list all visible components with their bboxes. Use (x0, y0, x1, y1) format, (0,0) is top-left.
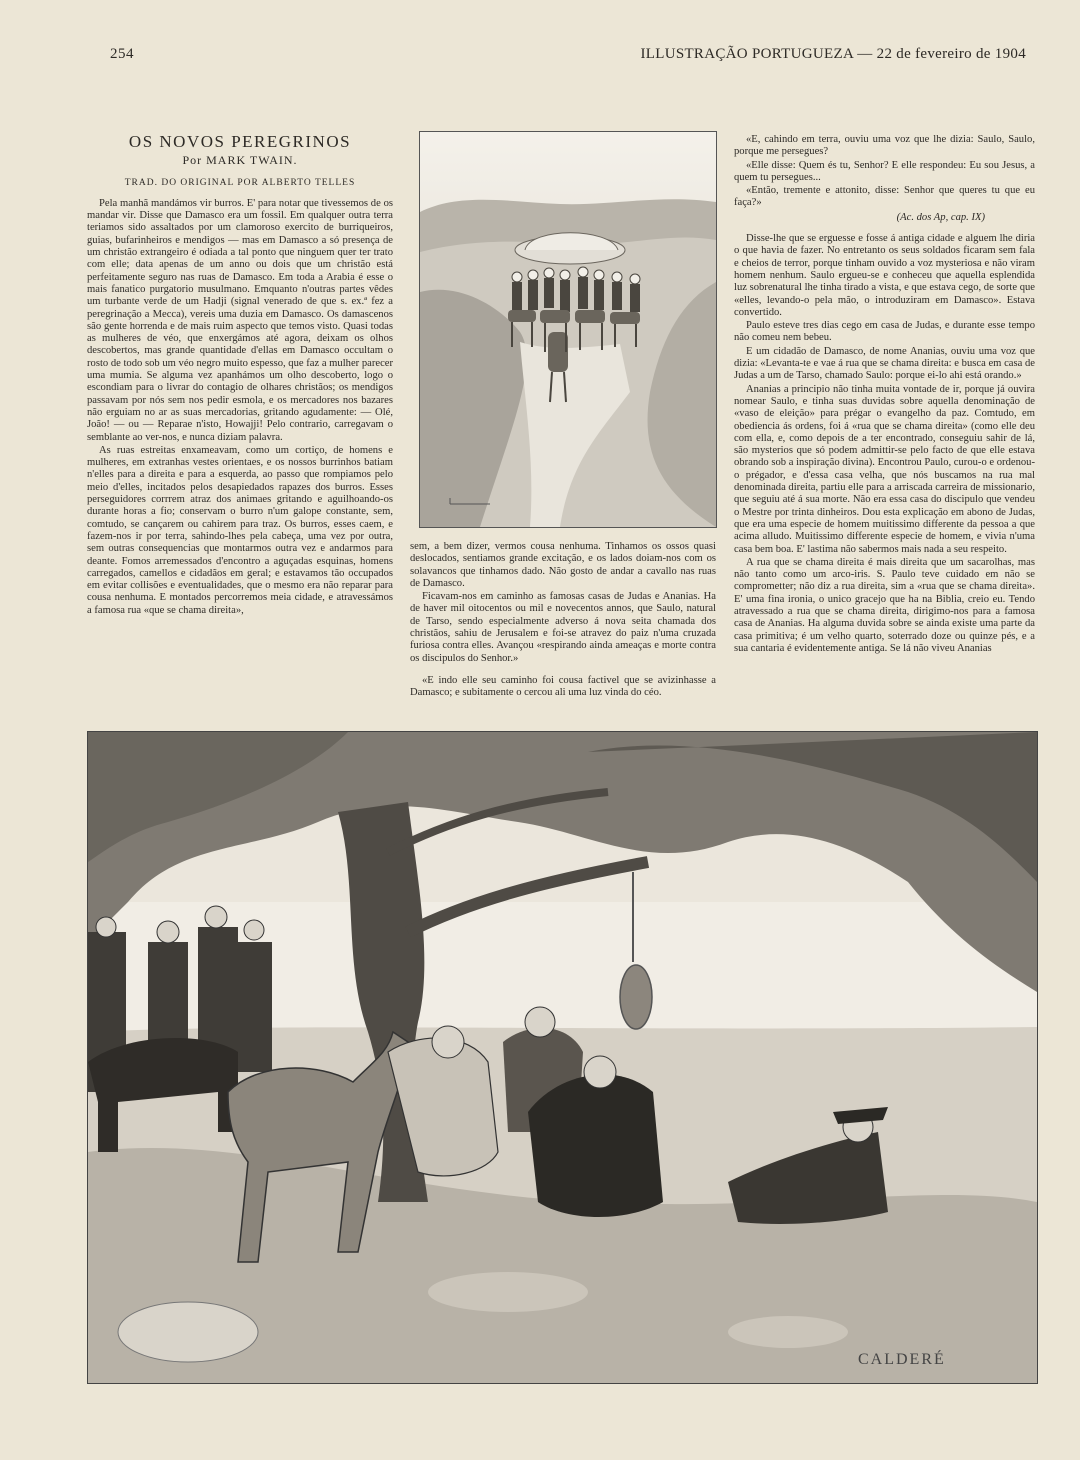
paragraph: «E indo elle seu caminho foi cousa factivel que se avizinhasse a Damasco; e subitamente o cercou ali uma luz vinda do céo. (410, 674, 716, 699)
illustration-rest-under-tree (87, 731, 1038, 1384)
paragraph: Pela manhã mandámos vir burros. E' para notar que tivessemos de os mandar vir. Disse que Damasco era um fossil. Em qualquer outra terra teriamos sido assaltados por um clamoroso exercito de burriqueiros, guias, bufarinheiros e mendigos — mas em Damasco a só presença de um christão extrangeiro é odiada a tal ponto que ninguem quer ter trato com elle; data apenas de um anno ou dois que um christão está perfeitamente seguro nas ruas de Damasco. Em toda a Arabia é esse o mais fanatico purgatorio musulmano. Emquanto n'outras partes vêdes um turbante verde de um Hadji (signal venerado de que s. ex.ª fez a peregrinação a Mecca), vereis uma duzia em Damasco. Os damascenos são gente horrenda e de mais ruim aspecto que temos visto. Quasi todas as mulheres de véo, que enxergámos até agora, deixam os olhos descobertos, mas grande quantidade d'ellas em Damasco occultam o rosto de todo sob um véo negro muito espesso, que faz a mulher parecer uma mumia. Se alguma vez apanhámos um olho descoberto, logo o escondiam para o livrar do contagio de olhares christãos; os mendigos passavam por nós sem nos pedir esmola, e os mercadores nos bazares não erguiam no ar as suas mercadorias, gritando agudamente: — Olé, João! — ou — Reparae n'isto, Howajji! Pelo contrario, carregavam o semblante ao ver-nos, e nunca diziam palavra. (87, 197, 393, 443)
column-3 (734, 134, 1035, 656)
translator-credit: TRAD. DO ORIGINAL POR ALBERTO TELLES (124, 177, 356, 188)
paragraph: Paulo esteve tres dias cego em casa de Judas, e durante esse tempo não comeu nem bebeu. (734, 320, 1035, 344)
paragraph: Ananias a principio não tinha muita vontade de ir, porque já ouvira nomear Saulo, e tinha suas duvidas sobre aquella denominação de «vaso de eleição» para prégar o evangelho da paz. Comtudo, em obediencia ás ordens, foi á «rua que se chama direita» (como elle deu com ella, e, como depois de a ter encontrado, conseguiu sahir de lá, são mysterios que só podem admittir-se pelo facto de que elle estava obrando sob a inspiração divina). Encontrou Paulo, curou-o e ordenou-o prégador, e d'essa casa velha, que nós buscamos na rua mal denominada direita, partiu elle para a arriscada carreira de missionario, que seguiu até á sua morte. Não era essa casa do discipulo que vendeu o Mestre por trinta dinheiros. Dou esta explicação em abono de Judas, que era uma especie de homem muitissimo differente da pessoa a que acima alludo. Muitissimo differente especie de homem, e vivia n'uma casa bem boa. E' lastima não sabermos mais nada a seu respeito. (734, 383, 1035, 555)
paragraph: «Elle disse: Quem és tu, Senhor? E elle respondeu: Eu sou Jesus, a quem tu persegues... (734, 159, 1035, 183)
column-1 (87, 134, 393, 618)
article-title: OS NOVOS PEREGRINOS (128, 132, 352, 151)
publication-header: ILLUSTRAÇÃO PORTUGUEZA — 22 de fevereiro de 1904 (640, 46, 1026, 62)
page-number: 254 (110, 46, 134, 62)
paragraph: Ficavam-nos em caminho as famosas casas de Judas e Ananias. Ha de haver mil oitocentos ou mil e novecentos annos, que Saulo, natural de Tarso, sendo especialmente adverso á nova seita chamada dos christãos, sahiu de Jerusalem e foi-se atravez do paiz n'uma cruzada furiosa contra elles. Avançou «respirando ainda ameaças e morte contra os discipulos do Senhor.» (410, 591, 716, 664)
article-byline: Por MARK TWAIN. (182, 153, 298, 168)
paragraph: E um cidadão de Damasco, de nome Ananias, ouviu uma voz que dizia: «Levanta-te e vae á rua que se chama direita: e busca em casa de Judas a um de Tarso, chamado Saulo: porque ei-lo ahi está orando.» (734, 345, 1035, 382)
column-2 (410, 541, 716, 701)
paragraph: A rua que se chama direita é mais direita que um sacarolhas, mas não tanto como um arco-iris. S. Paulo teve cuidado em não se comprometter; não diz a rua direita, sim a «rua que se chama direita». E' uma fina ironia, o unico gracejo que ha na Biblia, creio eu. Tendo atravessado a rua que se chama direita, dirigimo-nos para a famosa casa de Ananias. Ha alguma duvida sobre se ainda existe uma parte da casa primitiva; é um velho quarto, soterrado doze ou quinze pés, e a sua cantaria é evidentemente antiga. Se lá não viveu Ananias (734, 556, 1035, 654)
artist-signature: CALDERÉ (858, 1351, 946, 1368)
paragraph: Disse-lhe que se erguesse e fosse á antiga cidade e alguem lhe diria o que havia de fazer. No entretanto os seus soldados ficaram sem fala e cheios de terror, porque tinham ouvido a voz mysteriosa e não viram homem nenhum. Saulo ergueu-se e conheceu que aquella esplendida luz sobrenatural lhe tinha tirado a vista, e que estava cego, de sorte que «elles, levando-o pela mão, o introduziram em Damasco». Estava convertido. (734, 233, 1035, 318)
paragraph: As ruas estreitas enxameavam, como um cortiço, de homens e mulheres, em extranhas vestes orientaes, e os nossos burrinhos batiam n'elles para a direita e para a esquerda, ao passo que rompiamos pelo meio d'elles, incitados pelos desapiedados rapazes dos burros. Esses perseguidores corrrem atraz dos animaes gritando e aguilhoando-os durante horas a fio; conservam o burro n'um galope constante, sem, comtudo, se cançarem ou cahirem para traz. Os burros, esses caem, e fazem-nos ir por terra, sahindo-lhes pela cabeça, uma vez por outra, sem outras consequencias que montarmos outra vez e andarmos para deante. Fomos arremessados d'encontro a aguçadas esquinas, homens carregados, camellos e cidadãos em geral; e estavamos tão occupados em evitar collisões e eventualidades, que o mesmo era não reparar para cousa nenhuma. E montados percorremos meia cidade, e atravessámos a famosa rua «que se chama direita», (87, 444, 393, 616)
bible-citation: (Ac. dos Ap, cap. IX) (896, 211, 985, 223)
illustration-caravan (419, 131, 717, 528)
paragraph: «E, cahindo em terra, ouviu uma voz que lhe dizia: Saulo, Saulo, porque me persegues? (734, 134, 1035, 158)
paragraph: sem, a bem dizer, vermos cousa nenhuma. Tinhamos os ossos quasi deslocados, sentiamos grande excitação, e os lados doiam-nos com os solavancos que tinhamos dado. Não gosto de andar a cavallo nas ruas de Damasco. (410, 541, 716, 589)
paragraph: «Então, tremente e attonito, disse: Senhor que queres tu que eu faça?» (734, 185, 1035, 209)
